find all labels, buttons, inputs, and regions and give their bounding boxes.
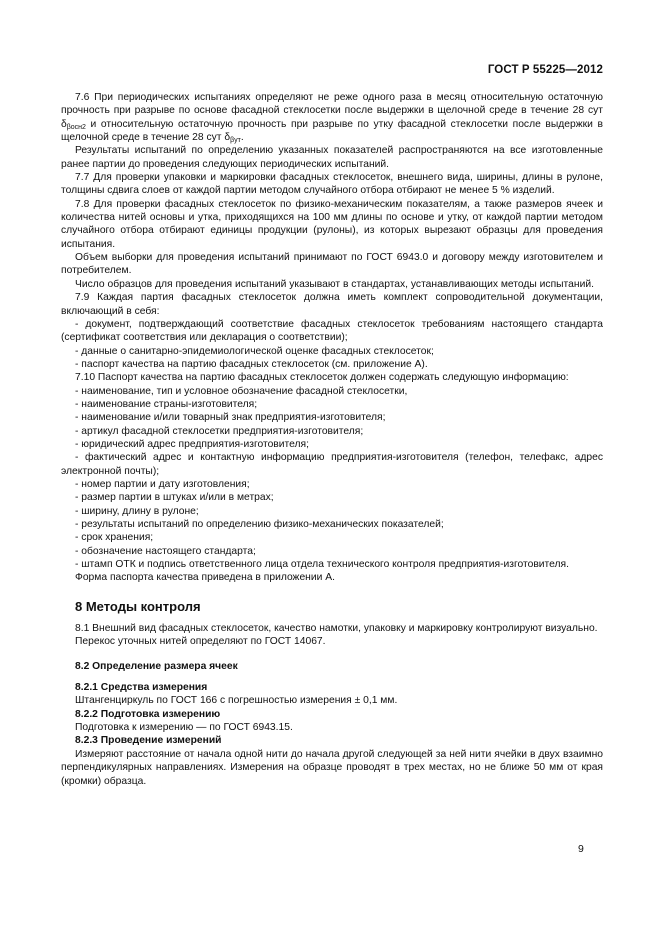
heading-8-2: 8.2 Определение размера ячеек bbox=[75, 660, 238, 672]
list-item: - паспорт качества на партию фасадных стеклосеток (см. приложение А). bbox=[75, 358, 428, 370]
paragraph: Измеряют расстояние от начала одной нити до начала другой следующей за ней нити ячейки в двух взаимно перпендикулярных направлениях. Измерения на образце проводят в трех местах, но не ближе 50 мм от края (кромки) образца. bbox=[61, 748, 603, 787]
list-item: - наименование страны-изготовителя; bbox=[75, 398, 258, 410]
paragraph: Результаты испытаний по определению указанных показателей распространяются на все изготовленные ранее партии до проведения следующих периодических испытаний. bbox=[61, 145, 603, 170]
heading-8-2-3: 8.2.3 Проведение измерений bbox=[75, 735, 222, 747]
p76-text-a: 7.6 При периодических испытаниях определяют не реже одного раза в месяц относительную остаточную прочность при разрыве по основе фасадной стеклосетки после выдержки в щелочной среде в течение 28 сут δ bbox=[61, 92, 603, 130]
paragraph: Перекос уточных нитей определяют по ГОСТ 14067. bbox=[75, 636, 326, 648]
paragraph-7-6 bbox=[61, 91, 603, 144]
p76-text-c: . bbox=[240, 132, 244, 144]
list-item: - наименование, тип и условное обозначение фасадной стеклосетки, bbox=[75, 385, 408, 397]
form-note: Форма паспорта качества приведена в приложении А. bbox=[75, 572, 335, 584]
paragraph: Число образцов для проведения испытаний указывают в стандартах, устанавливающих методы испытаний. bbox=[75, 278, 594, 290]
list-item: - размер партии в штуках и/или в метрах; bbox=[75, 492, 274, 504]
paragraph: Объем выборки для проведения испытаний принимают по ГОСТ 6943.0 и договору между изготовителем и потребителем. bbox=[61, 252, 603, 277]
p76-subscript-1: βосн2 bbox=[66, 123, 86, 131]
list-item: - ширину, длину в рулоне; bbox=[75, 505, 199, 517]
paragraph-7-9: 7.9 Каждая партия фасадных стеклосеток должна иметь комплект сопроводительной документации, включающий в себя: bbox=[61, 292, 603, 317]
p76-text-b: и относительную остаточную прочность при разрыве по утку фасадной стеклосетки после выдержки в щелочной среде в течение 28 сут δ bbox=[61, 118, 603, 144]
heading-8-2-2: 8.2.2 Подготовка измерению bbox=[75, 708, 221, 720]
list-item: - фактический адрес и контактную информацию предприятия-изготовителя (телефон, телефакс, адрес электронной почты); bbox=[61, 452, 603, 477]
list-item: - штамп ОТК и подпись ответственного лица отдела технического контроля предприятия-изготовителя. bbox=[75, 559, 569, 571]
list-item: - документ, подтверждающий соответствие фасадных стеклосеток требованиям настоящего стандарта (сертификат соответствия или декларация о соответствии); bbox=[61, 318, 603, 344]
list-item: - результаты испытаний по определению физико-механических показателей; bbox=[75, 519, 444, 530]
page-number: 9 bbox=[578, 843, 584, 855]
section-8-title: 8 Методы контроля bbox=[75, 598, 201, 614]
list-item: - обозначение настоящего стандарта; bbox=[75, 545, 256, 557]
list-item: - номер партии и дату изготовления; bbox=[75, 478, 250, 490]
document-header: ГОСТ Р 55225—2012 bbox=[487, 64, 603, 76]
paragraph-7-10: 7.10 Паспорт качества на партию фасадных стеклосеток должен содержать следующую информацию: bbox=[75, 372, 569, 384]
list-item: - наименование и/или товарный знак предприятия-изготовителя; bbox=[75, 412, 386, 424]
list-item: - данные о санитарно-эпидемиологической оценке фасадных стеклосеток; bbox=[75, 345, 434, 357]
paragraph-7-7: 7.7 Для проверки упаковки и маркировки фасадных стеклосеток, внешнего вида, ширины, длины в рулоне, толщины сдвига слоев от каждой партии методом случайного отбора отбирают не менее 5 % изделий. bbox=[61, 172, 603, 197]
list-item: - артикул фасадной стеклосетки предприятия-изготовителя; bbox=[75, 425, 364, 437]
list-item: - юридический адрес предприятия-изготовителя; bbox=[75, 438, 309, 450]
list-item: - срок хранения; bbox=[75, 532, 154, 544]
paragraph-7-8: 7.8 Для проверки фасадных стеклосеток по физико-механическим показателям, а также размеров ячеек и количества нитей основы и утка, приходящихся на 100 мм длины по основе и утку, от каждой партии методом случайного отбора отбирают единицы продукции (рулоны), из которых вырезают образцы для проведения испытания. bbox=[61, 198, 603, 250]
p76-subscript-2: βут bbox=[230, 137, 241, 145]
paragraph: Штангенциркуль по ГОСТ 166 с погрешностью измерения ± 0,1 мм. bbox=[75, 695, 398, 707]
heading-8-2-1: 8.2.1 Средства измерения bbox=[75, 682, 208, 694]
page-body bbox=[61, 91, 603, 788]
paragraph: Подготовка к измерению — по ГОСТ 6943.15. bbox=[75, 722, 293, 734]
paragraph-8-1: 8.1 Внешний вид фасадных стеклосеток, качество намотки, упаковку и маркировку контролируют визуально. bbox=[75, 623, 598, 635]
